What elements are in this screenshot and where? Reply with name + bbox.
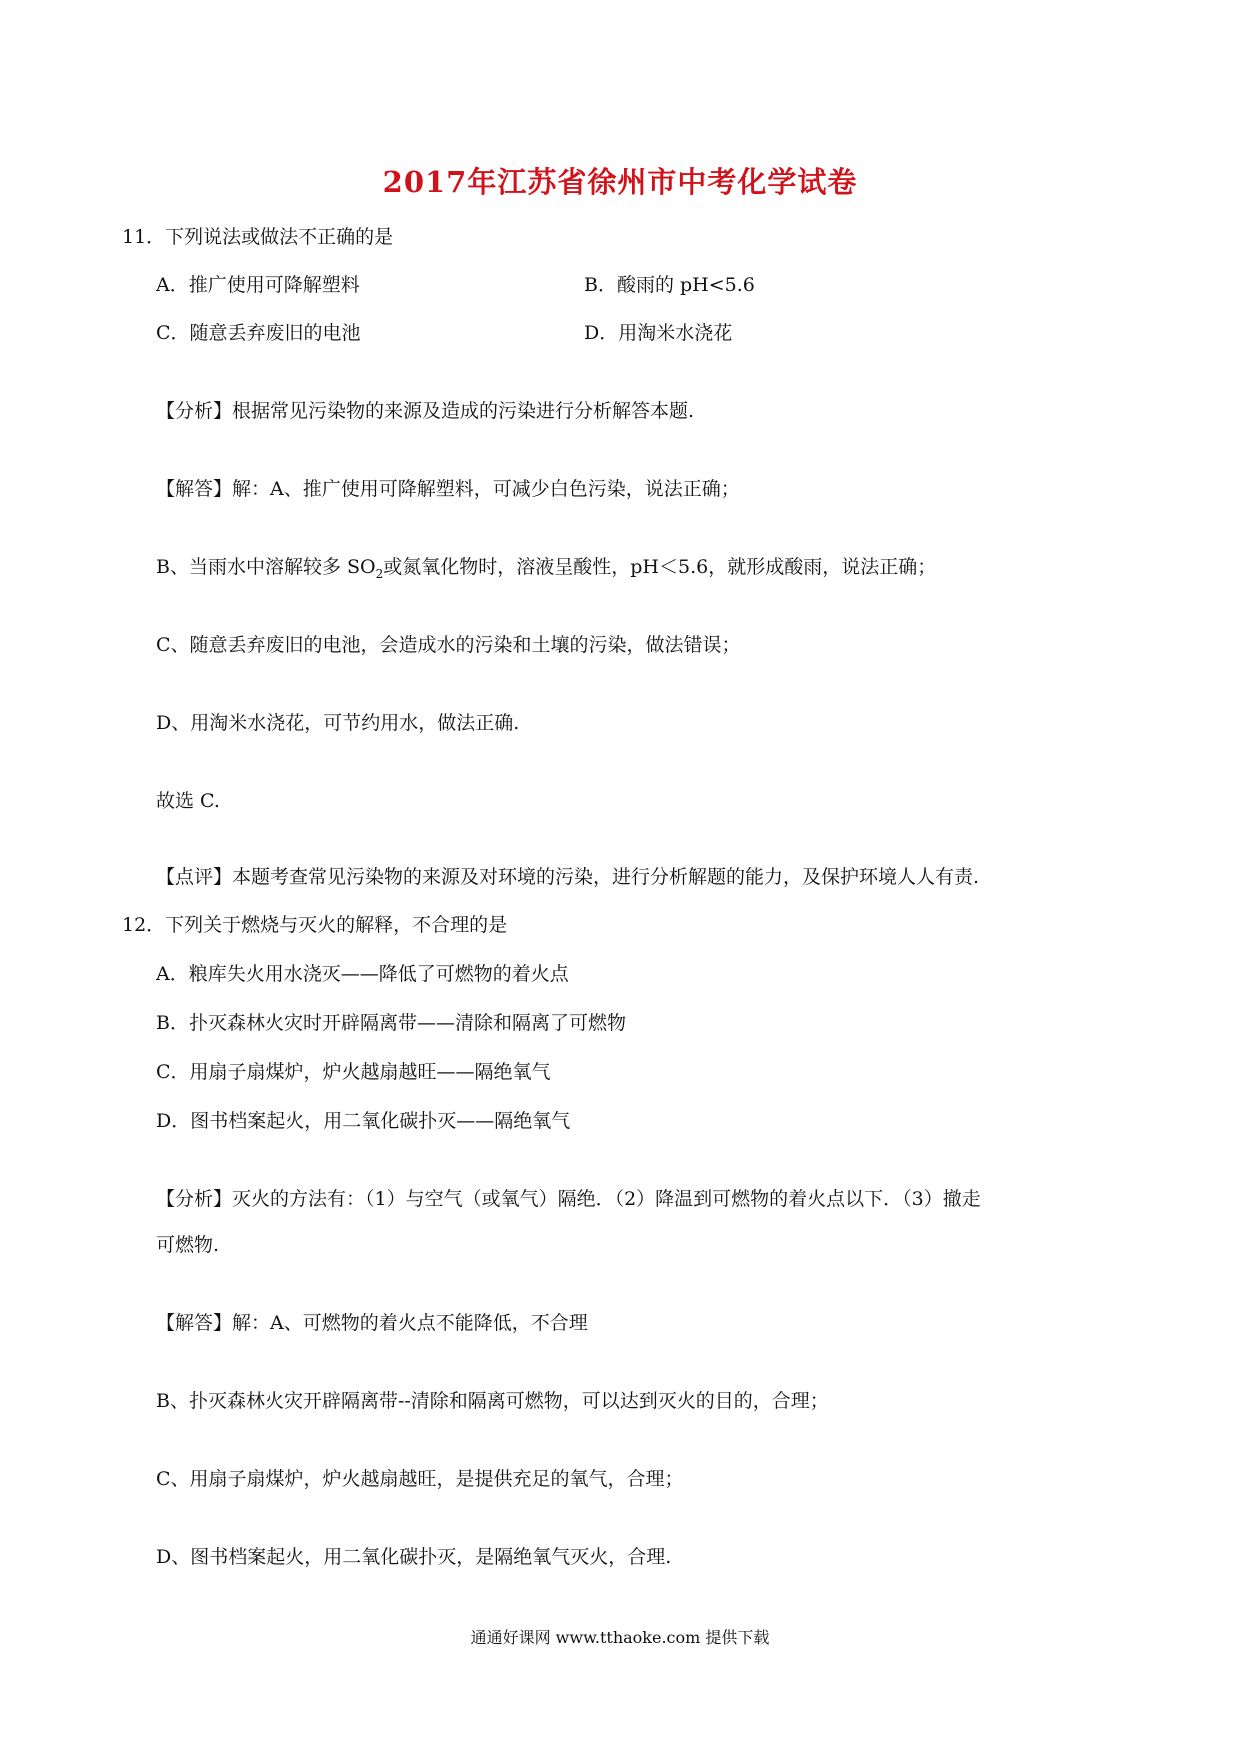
q12-analysis-line1: 【分析】灭火的方法有：（1）与空气（或氧气）隔绝．（2）降温到可燃物的着火点以下．（3）撤走 [156,1188,981,1210]
page-footer: 通通好课网 www.tthaoke.com 提供下载 [470,1628,770,1647]
q12-answer-intro: 【解答】解：A、可燃物的着火点不能降低，不合理 [156,1312,588,1334]
q11-option-b: B．酸雨的 pH<5.6 [584,274,755,296]
q12-answer-b: B、扑灭森林火灾开辟隔离带--清除和隔离可燃物，可以达到灭火的目的，合理； [156,1390,829,1412]
q11-answer-b-pre: B、当雨水中溶解较多 SO [156,556,376,578]
q11-stem: 11．下列说法或做法不正确的是 [122,226,394,248]
q11-comment: 【点评】本题考查常见污染物的来源及对环境的污染，进行分析解题的能力，及保护环境人人有责. [156,866,980,888]
q11-answer-b-post: 或氮氧化物时，溶液呈酸性，pH＜5.6，就形成酸雨，说法正确； [383,556,937,578]
page-title: 2017年江苏省徐州市中考化学试卷 [382,165,858,199]
q11-answer-b-sub: 2 [375,566,384,581]
q12-option-a: A．粮库失火用水浇灭——降低了可燃物的着火点 [156,963,569,985]
q12-stem: 12．下列关于燃烧与灭火的解释，不合理的是 [122,914,508,936]
q11-answer-b [156,554,936,587]
q11-answer-c: C、随意丢弃废旧的电池，会造成水的污染和土壤的污染，做法错误； [156,634,741,656]
q12-answer-d: D、图书档案起火，用二氧化碳扑灭，是隔绝氧气灭火，合理. [156,1546,672,1568]
q11-choice: 故选 C. [156,790,220,812]
q11-option-d: D．用淘米水浇花 [584,322,733,344]
q12-option-b: B．扑灭森林火灾时开辟隔离带——清除和隔离了可燃物 [156,1012,626,1034]
q11-answer-d: D、用淘米水浇花，可节约用水，做法正确. [156,712,520,734]
q12-answer-c: C、用扇子扇煤炉，炉火越扇越旺，是提供充足的氧气，合理； [156,1468,684,1490]
q12-option-d: D．图书档案起火，用二氧化碳扑灭——隔绝氧气 [156,1110,571,1132]
q11-option-c: C．随意丢弃废旧的电池 [156,322,361,344]
q11-answer-intro: 【解答】解：A、推广使用可降解塑料，可减少白色污染，说法正确； [156,478,740,500]
q11-option-a: A．推广使用可降解塑料 [156,274,360,296]
q12-analysis-line2: 可燃物. [156,1234,220,1256]
q11-analysis: 【分析】根据常见污染物的来源及造成的污染进行分析解答本题. [156,400,695,422]
q12-option-c: C．用扇子扇煤炉，炉火越扇越旺——隔绝氧气 [156,1061,551,1083]
